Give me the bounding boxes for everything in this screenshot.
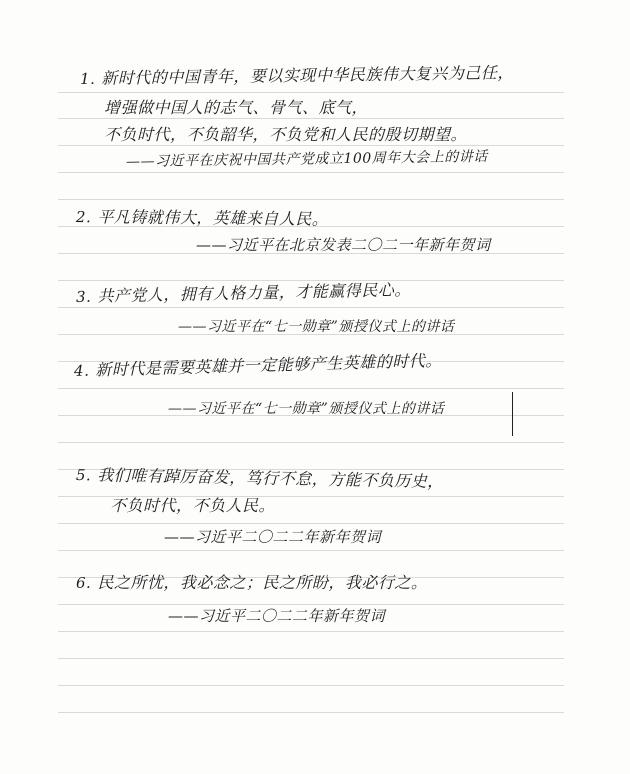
ruled-line bbox=[58, 145, 564, 146]
quote-2-number: 2. bbox=[75, 208, 92, 227]
ruled-line bbox=[58, 92, 564, 93]
quote-1-source-text: ——习近平在庆祝中国共产党成立100周年大会上的讲话 bbox=[125, 148, 488, 170]
quote-4-source-text: ——习近平在“七一勋章”颁授仪式上的讲话 bbox=[168, 401, 445, 417]
quote-3-source-text: ——习近平在“七一勋章”颁授仪式上的讲话 bbox=[178, 319, 455, 335]
quote-3-number: 3. bbox=[75, 287, 92, 306]
quote-5-number: 5. bbox=[75, 466, 92, 485]
quote-6-text: 民之所忧，我必念之；民之所盼，我必行之。 bbox=[97, 573, 428, 592]
quote-1-source bbox=[126, 146, 488, 171]
pen-stroke bbox=[512, 392, 513, 436]
quote-3-source bbox=[178, 316, 454, 336]
quote-6-line-1 bbox=[76, 570, 427, 593]
quote-6-source-text: ——习近平二〇二二年新年贺词 bbox=[168, 607, 386, 625]
quote-1-text-3: 不负时代，不负韶华，不负党和人民的殷切期望。 bbox=[104, 125, 468, 144]
quote-5-line-2 bbox=[110, 493, 275, 516]
ruled-line bbox=[58, 118, 564, 119]
ruled-line bbox=[58, 685, 564, 686]
quote-1-line-1 bbox=[80, 60, 514, 89]
ruled-line bbox=[58, 307, 564, 308]
quote-6-source bbox=[168, 605, 385, 626]
quote-4-number: 4. bbox=[73, 361, 90, 380]
quote-5-line-1 bbox=[76, 462, 444, 492]
ruled-line bbox=[58, 172, 564, 173]
ruled-line bbox=[58, 550, 564, 551]
quote-2-source-text: ——习近平在北京发表二〇二一年新年贺词 bbox=[196, 236, 491, 254]
quote-1-line-3 bbox=[104, 122, 467, 145]
ruled-line bbox=[58, 199, 564, 200]
quote-6-number: 6. bbox=[76, 574, 92, 592]
quote-3-text: 共产党人，拥有人格力量，才能赢得民心。 bbox=[97, 279, 411, 306]
quote-5-text-2: 不负时代，不负人民。 bbox=[110, 496, 276, 515]
ruled-line bbox=[58, 712, 564, 713]
quote-4-source bbox=[168, 398, 444, 418]
ruled-line bbox=[58, 658, 564, 659]
quote-4-line-1 bbox=[74, 348, 442, 381]
quote-1-line-2 bbox=[104, 95, 368, 118]
quote-2-text: 平凡铸就伟大，英雄来自人民。 bbox=[97, 207, 329, 229]
quote-2-line-1 bbox=[76, 204, 329, 230]
quote-5-source-text: ——习近平二〇二二年新年贺词 bbox=[164, 528, 382, 546]
quote-2-source bbox=[196, 234, 491, 255]
ruled-line bbox=[58, 388, 564, 389]
quote-5-source bbox=[164, 526, 381, 547]
quote-5-text: 我们唯有踔厉奋发，笃行不怠，方能不负历史， bbox=[97, 465, 444, 492]
quote-1-number: 1. bbox=[79, 69, 96, 88]
ruled-line bbox=[58, 631, 564, 632]
quote-1-text: 新时代的中国青年，要以实现中华民族伟大复兴为己任， bbox=[101, 62, 514, 88]
quote-3-line-1 bbox=[76, 277, 411, 307]
quote-1-text-2: 增强做中国人的志气、骨气、底气， bbox=[104, 98, 369, 117]
ruled-line bbox=[58, 442, 564, 443]
ruled-line bbox=[58, 523, 564, 524]
quote-4-text: 新时代是需要英雄并一定能够产生英雄的时代。 bbox=[95, 350, 442, 380]
